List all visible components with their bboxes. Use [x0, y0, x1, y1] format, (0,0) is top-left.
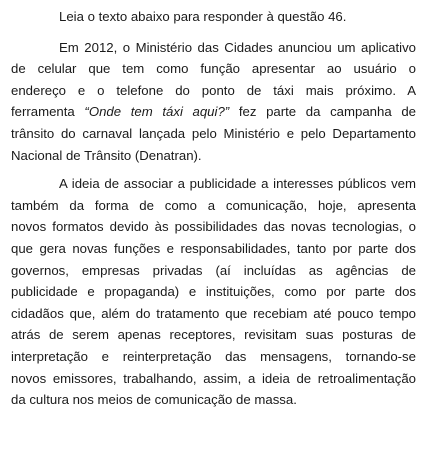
document-body: [11, 6, 416, 411]
paragraph-line: que gera novas funções e responsabilidades, tanto por parte dos: [11, 240, 416, 256]
spacer: [11, 166, 416, 173]
paragraph-line: governos, empresas privadas (aí incluídas as agências de: [11, 262, 416, 278]
paragraph-line: A ideia de associar a publicidade a interesses públicos vem: [59, 176, 416, 192]
paragraph-line: também da forma de como a comunicação, hoje, apresenta: [11, 197, 416, 213]
paragraph-line: Em 2012, o Ministério das Cidades anunciou um aplicativo: [59, 39, 416, 55]
paragraph-line: da cultura nos meios de comunicação de massa.: [11, 392, 297, 408]
paragraph-1: [11, 37, 416, 167]
spacer: [11, 28, 416, 37]
paragraph-line: novos formatos devido às possibilidades das novas tecnologias, o: [11, 219, 416, 235]
paragraph-line: interpretação e reinterpretação das mensagens, tornando-se: [11, 348, 416, 364]
paragraph-line: [11, 101, 416, 123]
paragraph-line: Nacional de Trânsito (Denatran).: [11, 147, 202, 163]
question-instruction: Leia o texto abaixo para responder à questão 46.: [59, 9, 347, 24]
text-run: fez parte da campanha de: [229, 104, 416, 120]
paragraph-line: de celular que tem como função apresentar ao usuário o: [11, 61, 416, 77]
paragraph-line: cidadãos que, além do tratamento que recebiam até pouco tempo: [11, 305, 416, 321]
app-name-quote: “Onde tem táxi aqui?”: [84, 104, 230, 120]
paragraph-line: publicidade e propaganda) e instituições, como por parte dos: [11, 284, 416, 300]
paragraph-line: endereço e o telefone do ponto de táxi mais próximo. A: [11, 82, 416, 98]
paragraph-line: atrás de serem apenas receptores, revisitam suas posturas de: [11, 327, 416, 343]
text-run: ferramenta: [11, 104, 85, 120]
paragraph-2: [11, 173, 416, 411]
paragraph-line: novos emissores, trabalhando, assim, a ideia de retroalimentação: [11, 370, 416, 386]
paragraph-line: trânsito do carnaval lançada pelo Ministério e pelo Departamento: [11, 125, 416, 141]
